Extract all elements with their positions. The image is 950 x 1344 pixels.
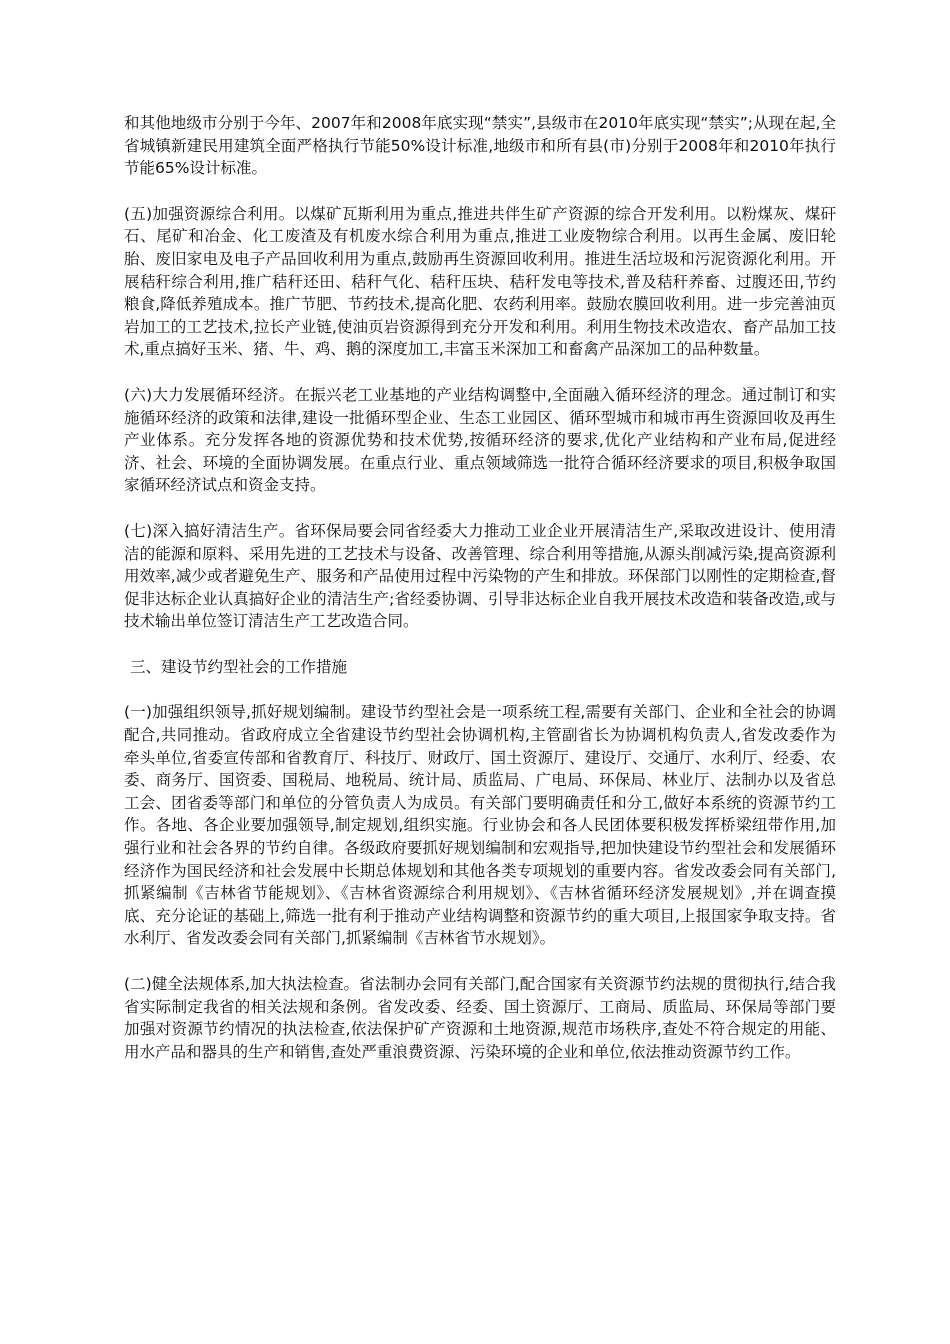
paragraph-gap bbox=[124, 180, 836, 203]
paragraph-measure-1: (一)加强组织领导,抓好规划编制。建设节约型社会是一项系统工程,需要有关部门、企业和全社会的协调配合,共同推动。省政府成立全省建设节约型社会协调机构,主管副省长为协调机构负责人,省发改委作为牵头单位,省委宣传部和省教育厅、科技厅、财政厅、国土资源厅、建设厅、交通厅、水利厅、经委、农委、商务厅、国资委、国税局、地税局、统计局、质监局、广电局、环保局、林业厅、法制办以及省总工会、团省委等部门和单位的分管负责人为成员。有关部门要明确责任和分工,做好本系统的资源节约工作。各地、各企业要加强领导,制定规划,组织实施。行业协会和各人民团体要积极发挥桥梁纽带作用,加强行业和社会各界的节约自律。各级政府要抓好规划编制和宏观指导,把加快建设节约型社会和发展循环经济作为国民经济和社会发展中长期总体规划和其他各类专项规划的重要内容。省发改委会同有关部门,抓紧编制《吉林省节能规划》、《吉林省资源综合利用规划》、《吉林省循环经济发展规划》,并在调查摸底、充分论证的基础上,筛选一批有利于推动产业结构调整和资源节约的重大项目,上报国家争取支持。省水利厅、省发改委会同有关部门,抓紧编制《吉林省节水规划》。 bbox=[124, 703, 836, 948]
paragraph-gap bbox=[124, 361, 836, 384]
paragraph-gap bbox=[124, 633, 836, 656]
paragraph-measure-2: (二)健全法规体系,加大执法检查。省法制办会同有关部门,配合国家有关资源节约法规的贯彻执行,结合我省实际制定我省的相关法规和条例。省发改委、经委、国土资源厅、工商局、质监局、环保局等部门要加强对资源节约情况的执法检查,依法保护矿产资源和土地资源,规范市场秩序,查处不符合规定的用能、用水产品和器具的生产和销售,查处严重浪费资源、污染环境的企业和单位,依法推动资源节约工作。 bbox=[124, 975, 836, 1061]
paragraph-gap bbox=[124, 497, 836, 520]
paragraph-section-6: (六)大力发展循环经济。在振兴老工业基地的产业结构调整中,全面融入循环经济的理念。通过制订和实施循环经济的政策和法律,建设一批循环型企业、生态工业园区、循环型城市和城市再生资源回收及再生产业体系。充分发挥各地的资源优势和技术优势,按循环经济的要求,优化产业结构和产业布局,促进经济、社会、环境的全面协调发展。在重点行业、重点领域筛选一批符合循环经济要求的项目,积极争取国家循环经济试点和资金支持。 bbox=[124, 385, 836, 495]
paragraph-section-7: (七)深入搞好清洁生产。省环保局要会同省经委大力推动工业企业开展清洁生产,采取改进设计、使用清洁的能源和原料、采用先进的工艺技术与设备、改善管理、综合利用等措施,从源头削减污染,提高资源利用效率,减少或者避免生产、服务和产品使用过程中污染物的产生和排放。环保部门以刚性的定期检查,督促非达标企业认真搞好企业的清洁生产;省经委协调、引导非达标企业自我开展技术改造和装备改造,或与技术输出单位签订清洁生产工艺改造合同。 bbox=[124, 521, 836, 631]
paragraph-building-energy: 和其他地级市分别于今年、2007年和2008年底实现“禁实”,县级市在2010年底实现“禁实”;从现在起,全省城镇新建民用建筑全面严格执行节能50%设计标准,地级市和所有县(市)分别于2008年和2010年执行节能65%设计标准。 bbox=[124, 114, 836, 178]
paragraph-gap bbox=[124, 950, 836, 973]
document-page bbox=[124, 112, 836, 1063]
paragraph-gap bbox=[124, 678, 836, 701]
paragraph-section-5: (五)加强资源综合利用。以煤矿瓦斯利用为重点,推进共伴生矿产资源的综合开发利用。以粉煤灰、煤矸石、尾矿和冶金、化工废渣及有机废水综合利用为重点,推进工业废物综合利用。以再生金属、废旧轮胎、废旧家电及电子产品回收利用为重点,鼓励再生资源回收利用。推进生活垃圾和污泥资源化利用。开展秸秆综合利用,推广秸秆还田、秸秆气化、秸秆压块、秸秆发电等技术,普及秸秆养畜、过腹还田,节约粮食,降低养殖成本。推广节肥、节药技术,提高化肥、农药利用率。鼓励农膜回收利用。进一步完善油页岩加工的工艺技术,拉长产业链,使油页岩资源得到充分开发和利用。利用生物技术改造农、畜产品加工技术,重点搞好玉米、猪、牛、鸡、鹅的深度加工,丰富玉米深加工和畜禽产品深加工的品种数量。 bbox=[124, 204, 836, 359]
section-heading: 三、建设节约型社会的工作措施 bbox=[130, 657, 348, 676]
